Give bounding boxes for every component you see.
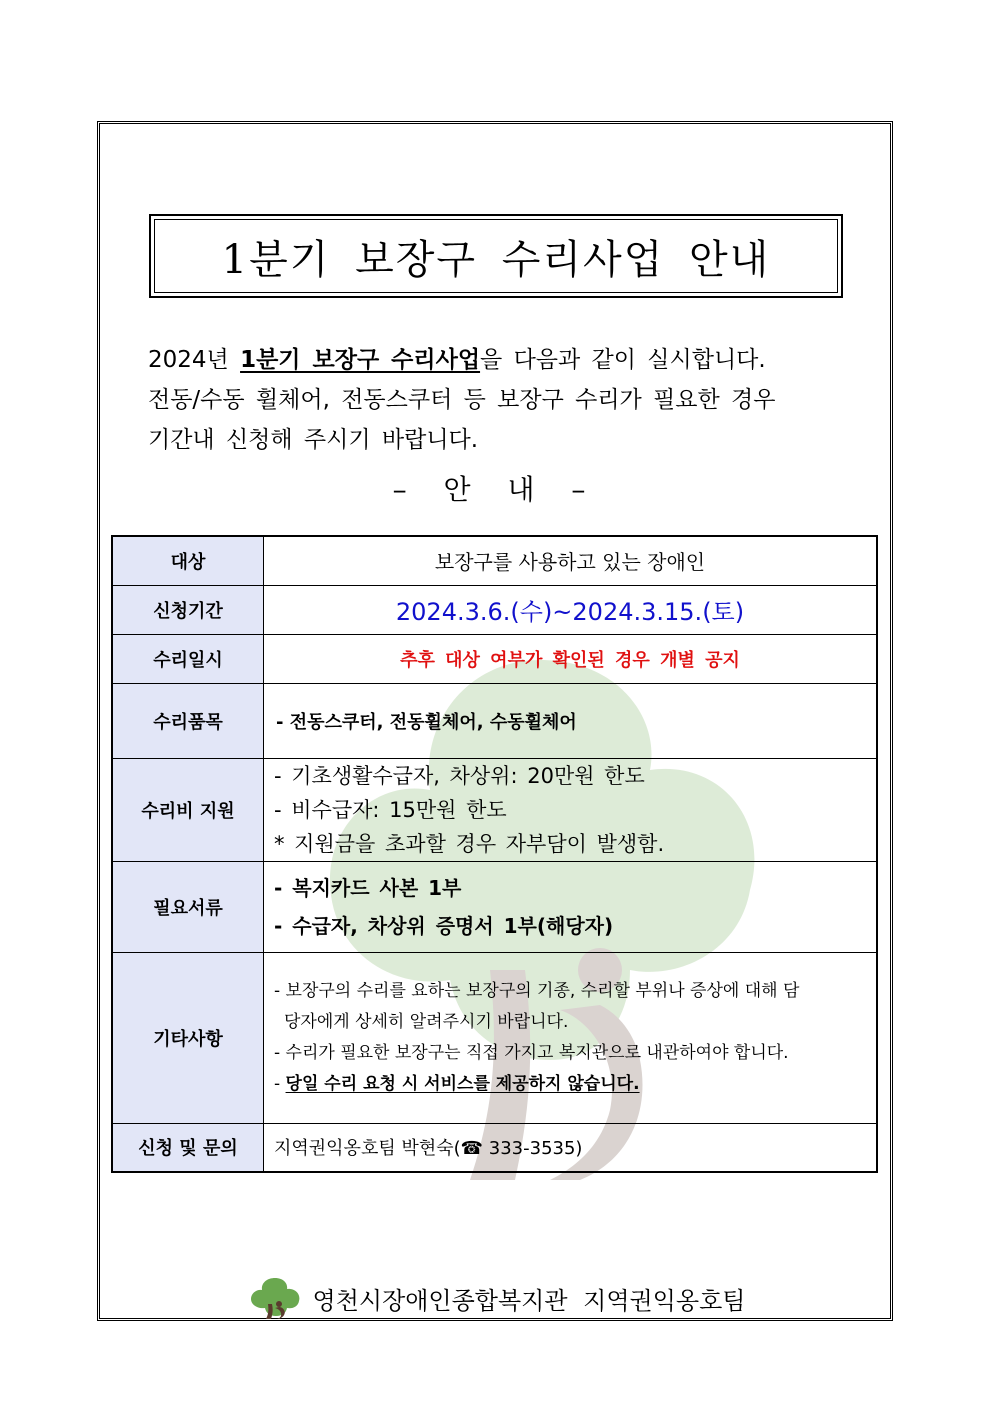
page-title: 1분기 보장구 수리사업 안내 [221,236,771,283]
docs-line-2: - 수급자, 차상위 증명서 1부(해당자) [274,913,614,938]
docs-line-1: - 복지카드 사본 1부 [274,875,462,900]
row-label-target: 대상 [112,536,264,585]
cost-line-3: * 지원금을 초과할 경우 자부담이 발생함. [274,831,665,856]
intro-year: 2024년 [148,347,241,373]
table-row [112,683,877,758]
intro-line-3: 기간내 신청해 주시기 바랍니다. [148,427,479,453]
table-row [112,634,877,683]
row-label-etc: 기타사항 [112,952,264,1123]
row-value-docs [264,861,878,952]
intro-text [148,340,848,460]
table-row [112,952,877,1123]
etc-line-2: 당자에게 상세히 알려주시기 바랍니다. [284,1011,569,1032]
table-row [112,758,877,861]
row-value-repair-date: 추후 대상 여부가 확인된 경우 개별 공지 [264,634,878,683]
intro-line-1 [148,340,848,380]
phone-icon: ☎ [460,1138,484,1160]
table-row [112,861,877,952]
info-table [111,535,878,1173]
etc-line-1: - 보장구의 수리를 요하는 보장구의 기종, 수리할 부위나 증상에 대해 담 [274,980,800,1001]
row-value-etc [264,952,878,1123]
row-value-cost [264,758,878,861]
etc-line-3: - 수리가 필요한 보장구는 직접 가지고 복지관으로 내관하여야 합니다. [274,1042,789,1063]
org-logo-icon [247,1276,303,1320]
row-value-period: 2024.3.6.(수)~2024.3.15.(토) [264,585,878,634]
row-label-repair-date: 수리일시 [112,634,264,683]
intro-program-name: 1분기 보장구 수리사업 [240,347,481,373]
row-label-items: 수리품목 [112,683,264,758]
cost-line-2: - 비수급자: 15만원 한도 [274,797,507,822]
title-box [149,214,843,298]
footer-org-name: 영천시장애인종합복지관 지역권익옹호팀 [312,1286,746,1315]
etc-line-4 [274,1069,876,1100]
row-label-docs: 필요서류 [112,861,264,952]
row-value-contact [264,1123,878,1172]
etc-line-4-dash: - [274,1073,286,1094]
notice-heading: – 안 내 – [392,473,600,506]
etc-warning: 당일 수리 요청 시 서비스를 제공하지 않습니다. [285,1073,640,1094]
cost-line-1: - 기초생활수급자, 차상위: 20만원 한도 [274,763,645,788]
table-row [112,536,877,585]
row-label-period: 신청기간 [112,585,264,634]
row-label-cost: 수리비 지원 [112,758,264,861]
intro-line-1-rest: 을 다음과 같이 실시합니다. [480,347,766,373]
contact-name: 지역권익옹호팀 박현숙( [274,1138,461,1160]
title-box-inner [154,219,838,293]
table-row [112,1123,877,1172]
footer [0,1276,992,1320]
contact-phone: 333-3535) [483,1138,583,1160]
intro-line-2: 전동/수동 휠체어, 전동스쿠터 등 보장구 수리가 필요한 경우 [148,387,776,413]
row-value-target: 보장구를 사용하고 있는 장애인 [264,536,878,585]
table-row [112,585,877,634]
row-label-contact: 신청 및 문의 [112,1123,264,1172]
row-value-items: - 전동스쿠터, 전동휠체어, 수동휠체어 [264,683,878,758]
